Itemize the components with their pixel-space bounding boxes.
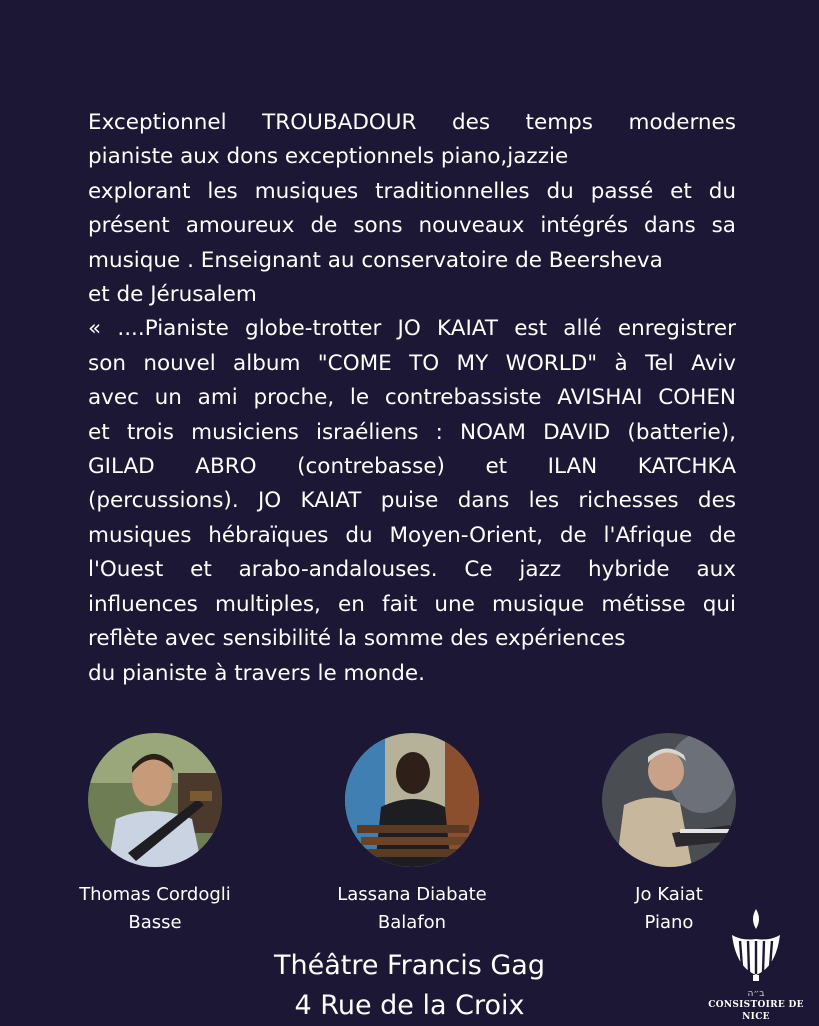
bass-player-photo [88, 733, 222, 867]
text-line: et de Jérusalem [88, 282, 257, 308]
flame-menorah-icon [726, 905, 786, 985]
consistoire-logo [700, 905, 812, 1023]
text-line: pianiste aux dons exceptionnels piano,jazzie [88, 144, 569, 170]
text-line: et trois musiciens israéliens : NOAM DAVID (batterie), [88, 419, 736, 445]
text-line: l'Ouest et arabo-andalouses. Ce jazz hybride aux [88, 557, 736, 583]
text-line: son nouvel album "COME TO MY WORLD" à Tel Aviv [88, 350, 736, 376]
musician-role: Basse [128, 912, 182, 933]
musician-name: Jo Kaiat [635, 884, 703, 905]
musician-name: Lassana Diabate [337, 884, 487, 905]
text-line: musique . Enseignant au conservatoire de Beersheva [88, 247, 663, 273]
musician-role: Piano [644, 912, 694, 933]
venue-name: Théâtre Francis Gag [274, 950, 545, 981]
musician-card [45, 733, 265, 937]
text-line: explorant les musiques traditionnelles du passé et du [88, 178, 736, 204]
logo-org-name: CONSISTOIRE DE NICE [708, 1000, 804, 1022]
text-line: avec un ami proche, le contrebassiste AVISHAI COHEN [88, 385, 736, 411]
musician-name: Thomas Cordogli [79, 884, 231, 905]
musician-card [302, 733, 522, 937]
text-line: du pianiste à travers le monde. [88, 660, 425, 686]
text-line: influences multiples, en fait une musique métisse qui [88, 591, 736, 617]
text-line: reflète avec sensibilité la somme des expériences [88, 626, 626, 652]
description-text [88, 106, 736, 691]
musician-role: Balafon [377, 912, 447, 933]
text-line: Exceptionnel TROUBADOUR des temps modernes [88, 110, 736, 135]
text-line: musiques hébraïques du Moyen-Orient, de l'Afrique de [88, 522, 736, 548]
logo-hebrew: ב״ה [747, 989, 765, 999]
balafon-player-photo [345, 733, 479, 867]
venue-address: 4 Rue de la Croix [294, 990, 525, 1021]
text-line: présent amoureux de sons nouveaux intégrés dans sa [88, 213, 736, 239]
text-line: GILAD ABRO (contrebasse) et ILAN KATCHKA [88, 454, 736, 480]
pianist-photo [602, 733, 736, 867]
text-line: (percussions). JO KAIAT puise dans les richesses des [88, 488, 736, 514]
text-line: « ....Pianiste globe-trotter JO KAIAT est allé enregistrer [88, 316, 736, 342]
